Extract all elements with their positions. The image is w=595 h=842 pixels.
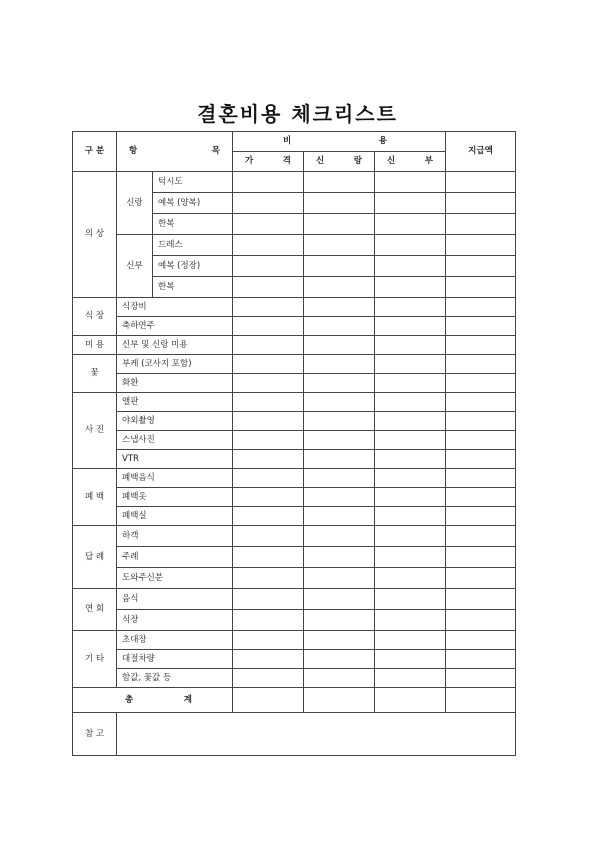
row-label: 음식 <box>117 589 233 610</box>
table-row <box>73 547 516 568</box>
section-label-beauty: 미 용 <box>73 336 117 355</box>
price-cell[interactable] <box>233 277 304 298</box>
price-cell[interactable] <box>233 336 304 355</box>
price-cell[interactable] <box>233 488 304 507</box>
header-item-right: 목 <box>211 146 220 157</box>
groom-cell[interactable] <box>304 193 375 214</box>
row-label: 한복 <box>153 214 233 235</box>
groom-cell[interactable] <box>304 568 375 589</box>
groom-cell[interactable] <box>304 589 375 610</box>
bride-cell[interactable] <box>375 631 446 650</box>
row-label: 한복 <box>153 277 233 298</box>
paid-cell[interactable] <box>446 298 516 317</box>
paid-cell[interactable] <box>446 507 516 526</box>
row-label: 식장비 <box>117 298 233 317</box>
bride-cell[interactable] <box>375 393 446 412</box>
paid-cell[interactable] <box>446 669 516 688</box>
bride-cell[interactable] <box>375 298 446 317</box>
groom-cell[interactable] <box>304 256 375 277</box>
header-groom-right: 랑 <box>353 156 362 167</box>
groom-cell[interactable] <box>304 650 375 669</box>
row-label: 축하연주 <box>117 317 233 336</box>
total-bride-cell[interactable] <box>375 688 446 713</box>
bride-cell[interactable] <box>375 431 446 450</box>
table-row <box>73 507 516 526</box>
header-paid: 지급액 <box>446 132 516 172</box>
bride-cell[interactable] <box>375 412 446 431</box>
price-cell[interactable] <box>233 317 304 336</box>
bride-cell[interactable] <box>375 568 446 589</box>
groom-cell[interactable] <box>304 172 375 193</box>
table-row <box>73 450 516 469</box>
price-cell[interactable] <box>233 669 304 688</box>
paid-cell[interactable] <box>446 568 516 589</box>
note-field[interactable] <box>117 713 516 756</box>
price-cell[interactable] <box>233 172 304 193</box>
row-label: 스냅사진 <box>117 431 233 450</box>
bride-cell[interactable] <box>375 235 446 256</box>
section-label-pyebaek: 폐 백 <box>73 469 117 526</box>
bride-cell[interactable] <box>375 507 446 526</box>
bride-cell[interactable] <box>375 450 446 469</box>
price-cell[interactable] <box>233 214 304 235</box>
section-label-etc: 기 타 <box>73 631 117 688</box>
row-label: 대절차량 <box>117 650 233 669</box>
header-bride <box>375 152 446 172</box>
table-row <box>73 431 516 450</box>
row-label: 드레스 <box>153 235 233 256</box>
header-groom <box>304 152 375 172</box>
note-label: 참 고 <box>73 713 117 756</box>
row-label: VTR <box>117 450 233 469</box>
groom-cell[interactable] <box>304 631 375 650</box>
row-label: 화환 <box>117 374 233 393</box>
row-label: 주례 <box>117 547 233 568</box>
bride-cell[interactable] <box>375 214 446 235</box>
price-cell[interactable] <box>233 650 304 669</box>
table-row <box>73 488 516 507</box>
bride-cell[interactable] <box>375 526 446 547</box>
bride-cell[interactable] <box>375 256 446 277</box>
groom-cell[interactable] <box>304 317 375 336</box>
table-row <box>73 235 516 256</box>
price-cell[interactable] <box>233 355 304 374</box>
groom-cell[interactable] <box>304 412 375 431</box>
row-label: 야외촬영 <box>117 412 233 431</box>
price-cell[interactable] <box>233 235 304 256</box>
table-row <box>73 393 516 412</box>
header-cost <box>233 132 446 152</box>
price-cell[interactable] <box>233 610 304 631</box>
row-label: 함값, 꽃값 등 <box>117 669 233 688</box>
header-row-1 <box>73 132 516 152</box>
paid-cell[interactable] <box>446 469 516 488</box>
bride-cell[interactable] <box>375 488 446 507</box>
groom-cell[interactable] <box>304 277 375 298</box>
paid-cell[interactable] <box>446 317 516 336</box>
price-cell[interactable] <box>233 469 304 488</box>
bride-cell[interactable] <box>375 172 446 193</box>
groom-cell[interactable] <box>304 469 375 488</box>
clothing-groom-label: 신랑 <box>117 172 153 235</box>
row-label: 신부 및 신랑 미용 <box>117 336 233 355</box>
table-row <box>73 650 516 669</box>
total-label <box>73 688 233 713</box>
row-label: 식장 <box>117 610 233 631</box>
row-label: 턱시도 <box>153 172 233 193</box>
paid-cell[interactable] <box>446 431 516 450</box>
groom-cell[interactable] <box>304 450 375 469</box>
table-row <box>73 526 516 547</box>
bride-cell[interactable] <box>375 650 446 669</box>
section-label-banquet: 연 회 <box>73 589 117 631</box>
price-cell[interactable] <box>233 568 304 589</box>
row-label: 예복 (양복) <box>153 193 233 214</box>
price-cell[interactable] <box>233 547 304 568</box>
price-cell[interactable] <box>233 507 304 526</box>
groom-cell[interactable] <box>304 235 375 256</box>
section-label-clothing: 의 상 <box>73 172 117 298</box>
price-cell[interactable] <box>233 589 304 610</box>
groom-cell[interactable] <box>304 488 375 507</box>
table-row <box>73 412 516 431</box>
table-row <box>73 336 516 355</box>
total-groom-cell[interactable] <box>304 688 375 713</box>
groom-cell[interactable] <box>304 507 375 526</box>
table-row <box>73 568 516 589</box>
paid-cell[interactable] <box>446 214 516 235</box>
bride-cell[interactable] <box>375 589 446 610</box>
bride-cell[interactable] <box>375 374 446 393</box>
price-cell[interactable] <box>233 431 304 450</box>
table-row <box>73 631 516 650</box>
header-cost-right: 용 <box>378 136 387 147</box>
groom-cell[interactable] <box>304 669 375 688</box>
row-label: 초대장 <box>117 631 233 650</box>
page-title: 결혼비용 체크리스트 <box>197 102 398 126</box>
table-row <box>73 610 516 631</box>
groom-cell[interactable] <box>304 214 375 235</box>
header-price <box>233 152 304 172</box>
table-row <box>73 469 516 488</box>
paid-cell[interactable] <box>446 547 516 568</box>
groom-cell[interactable] <box>304 298 375 317</box>
groom-cell[interactable] <box>304 336 375 355</box>
bride-cell[interactable] <box>375 547 446 568</box>
table-row <box>73 589 516 610</box>
paid-cell[interactable] <box>446 393 516 412</box>
section-label-hall: 식 장 <box>73 298 117 336</box>
price-cell[interactable] <box>233 298 304 317</box>
row-label: 하객 <box>117 526 233 547</box>
paid-cell[interactable] <box>446 277 516 298</box>
note-row <box>73 713 516 756</box>
header-item <box>117 132 233 172</box>
price-cell[interactable] <box>233 412 304 431</box>
total-price-cell[interactable] <box>233 688 304 713</box>
bride-cell[interactable] <box>375 669 446 688</box>
paid-cell[interactable] <box>446 374 516 393</box>
row-label: 예복 (정장) <box>153 256 233 277</box>
row-label: 도와주신분 <box>117 568 233 589</box>
groom-cell[interactable] <box>304 610 375 631</box>
paid-cell[interactable] <box>446 355 516 374</box>
bride-cell[interactable] <box>375 610 446 631</box>
row-label: 폐백음식 <box>117 469 233 488</box>
section-label-thanks: 답 례 <box>73 526 117 589</box>
price-cell[interactable] <box>233 374 304 393</box>
paid-cell[interactable] <box>446 631 516 650</box>
row-label: 부케 (코사지 포함) <box>117 355 233 374</box>
paid-cell[interactable] <box>446 526 516 547</box>
header-groom-left: 신 <box>316 156 325 167</box>
bride-cell[interactable] <box>375 193 446 214</box>
header-bride-right: 부 <box>424 156 433 167</box>
paid-cell[interactable] <box>446 450 516 469</box>
row-label: 폐백옷 <box>117 488 233 507</box>
row-label: 폐백실 <box>117 507 233 526</box>
groom-cell[interactable] <box>304 374 375 393</box>
table-row <box>73 172 516 193</box>
groom-cell[interactable] <box>304 431 375 450</box>
bride-cell[interactable] <box>375 317 446 336</box>
price-cell[interactable] <box>233 393 304 412</box>
total-paid-cell[interactable] <box>446 688 516 713</box>
paid-cell[interactable] <box>446 193 516 214</box>
table-row <box>73 317 516 336</box>
paid-cell[interactable] <box>446 256 516 277</box>
price-cell[interactable] <box>233 450 304 469</box>
paid-cell[interactable] <box>446 336 516 355</box>
bride-cell[interactable] <box>375 277 446 298</box>
header-bride-left: 신 <box>387 156 396 167</box>
section-label-flower: 꽃 <box>73 355 117 393</box>
total-row <box>73 688 516 713</box>
bride-cell[interactable] <box>375 469 446 488</box>
price-cell[interactable] <box>233 193 304 214</box>
table-row <box>73 669 516 688</box>
header-price-right: 격 <box>282 156 291 167</box>
paid-cell[interactable] <box>446 172 516 193</box>
section-label-photo: 사 진 <box>73 393 117 469</box>
price-cell[interactable] <box>233 256 304 277</box>
total-left: 총 <box>125 694 134 705</box>
header-price-left: 가 <box>245 156 254 167</box>
bride-cell[interactable] <box>375 336 446 355</box>
header-category: 구 분 <box>73 132 117 172</box>
wedding-cost-table <box>72 131 516 756</box>
groom-cell[interactable] <box>304 355 375 374</box>
row-label: 앨판 <box>117 393 233 412</box>
table-row <box>73 374 516 393</box>
total-right: 계 <box>183 694 192 705</box>
clothing-bride-label: 신부 <box>117 235 153 298</box>
table-row <box>73 355 516 374</box>
paid-cell[interactable] <box>446 610 516 631</box>
paid-cell[interactable] <box>446 235 516 256</box>
groom-cell[interactable] <box>304 526 375 547</box>
price-cell[interactable] <box>233 631 304 650</box>
paid-cell[interactable] <box>446 488 516 507</box>
groom-cell[interactable] <box>304 393 375 412</box>
header-item-left: 항 <box>129 146 138 157</box>
table-row <box>73 298 516 317</box>
paid-cell[interactable] <box>446 412 516 431</box>
groom-cell[interactable] <box>304 547 375 568</box>
price-cell[interactable] <box>233 526 304 547</box>
paid-cell[interactable] <box>446 589 516 610</box>
header-cost-left: 비 <box>283 136 292 147</box>
paid-cell[interactable] <box>446 650 516 669</box>
bride-cell[interactable] <box>375 355 446 374</box>
